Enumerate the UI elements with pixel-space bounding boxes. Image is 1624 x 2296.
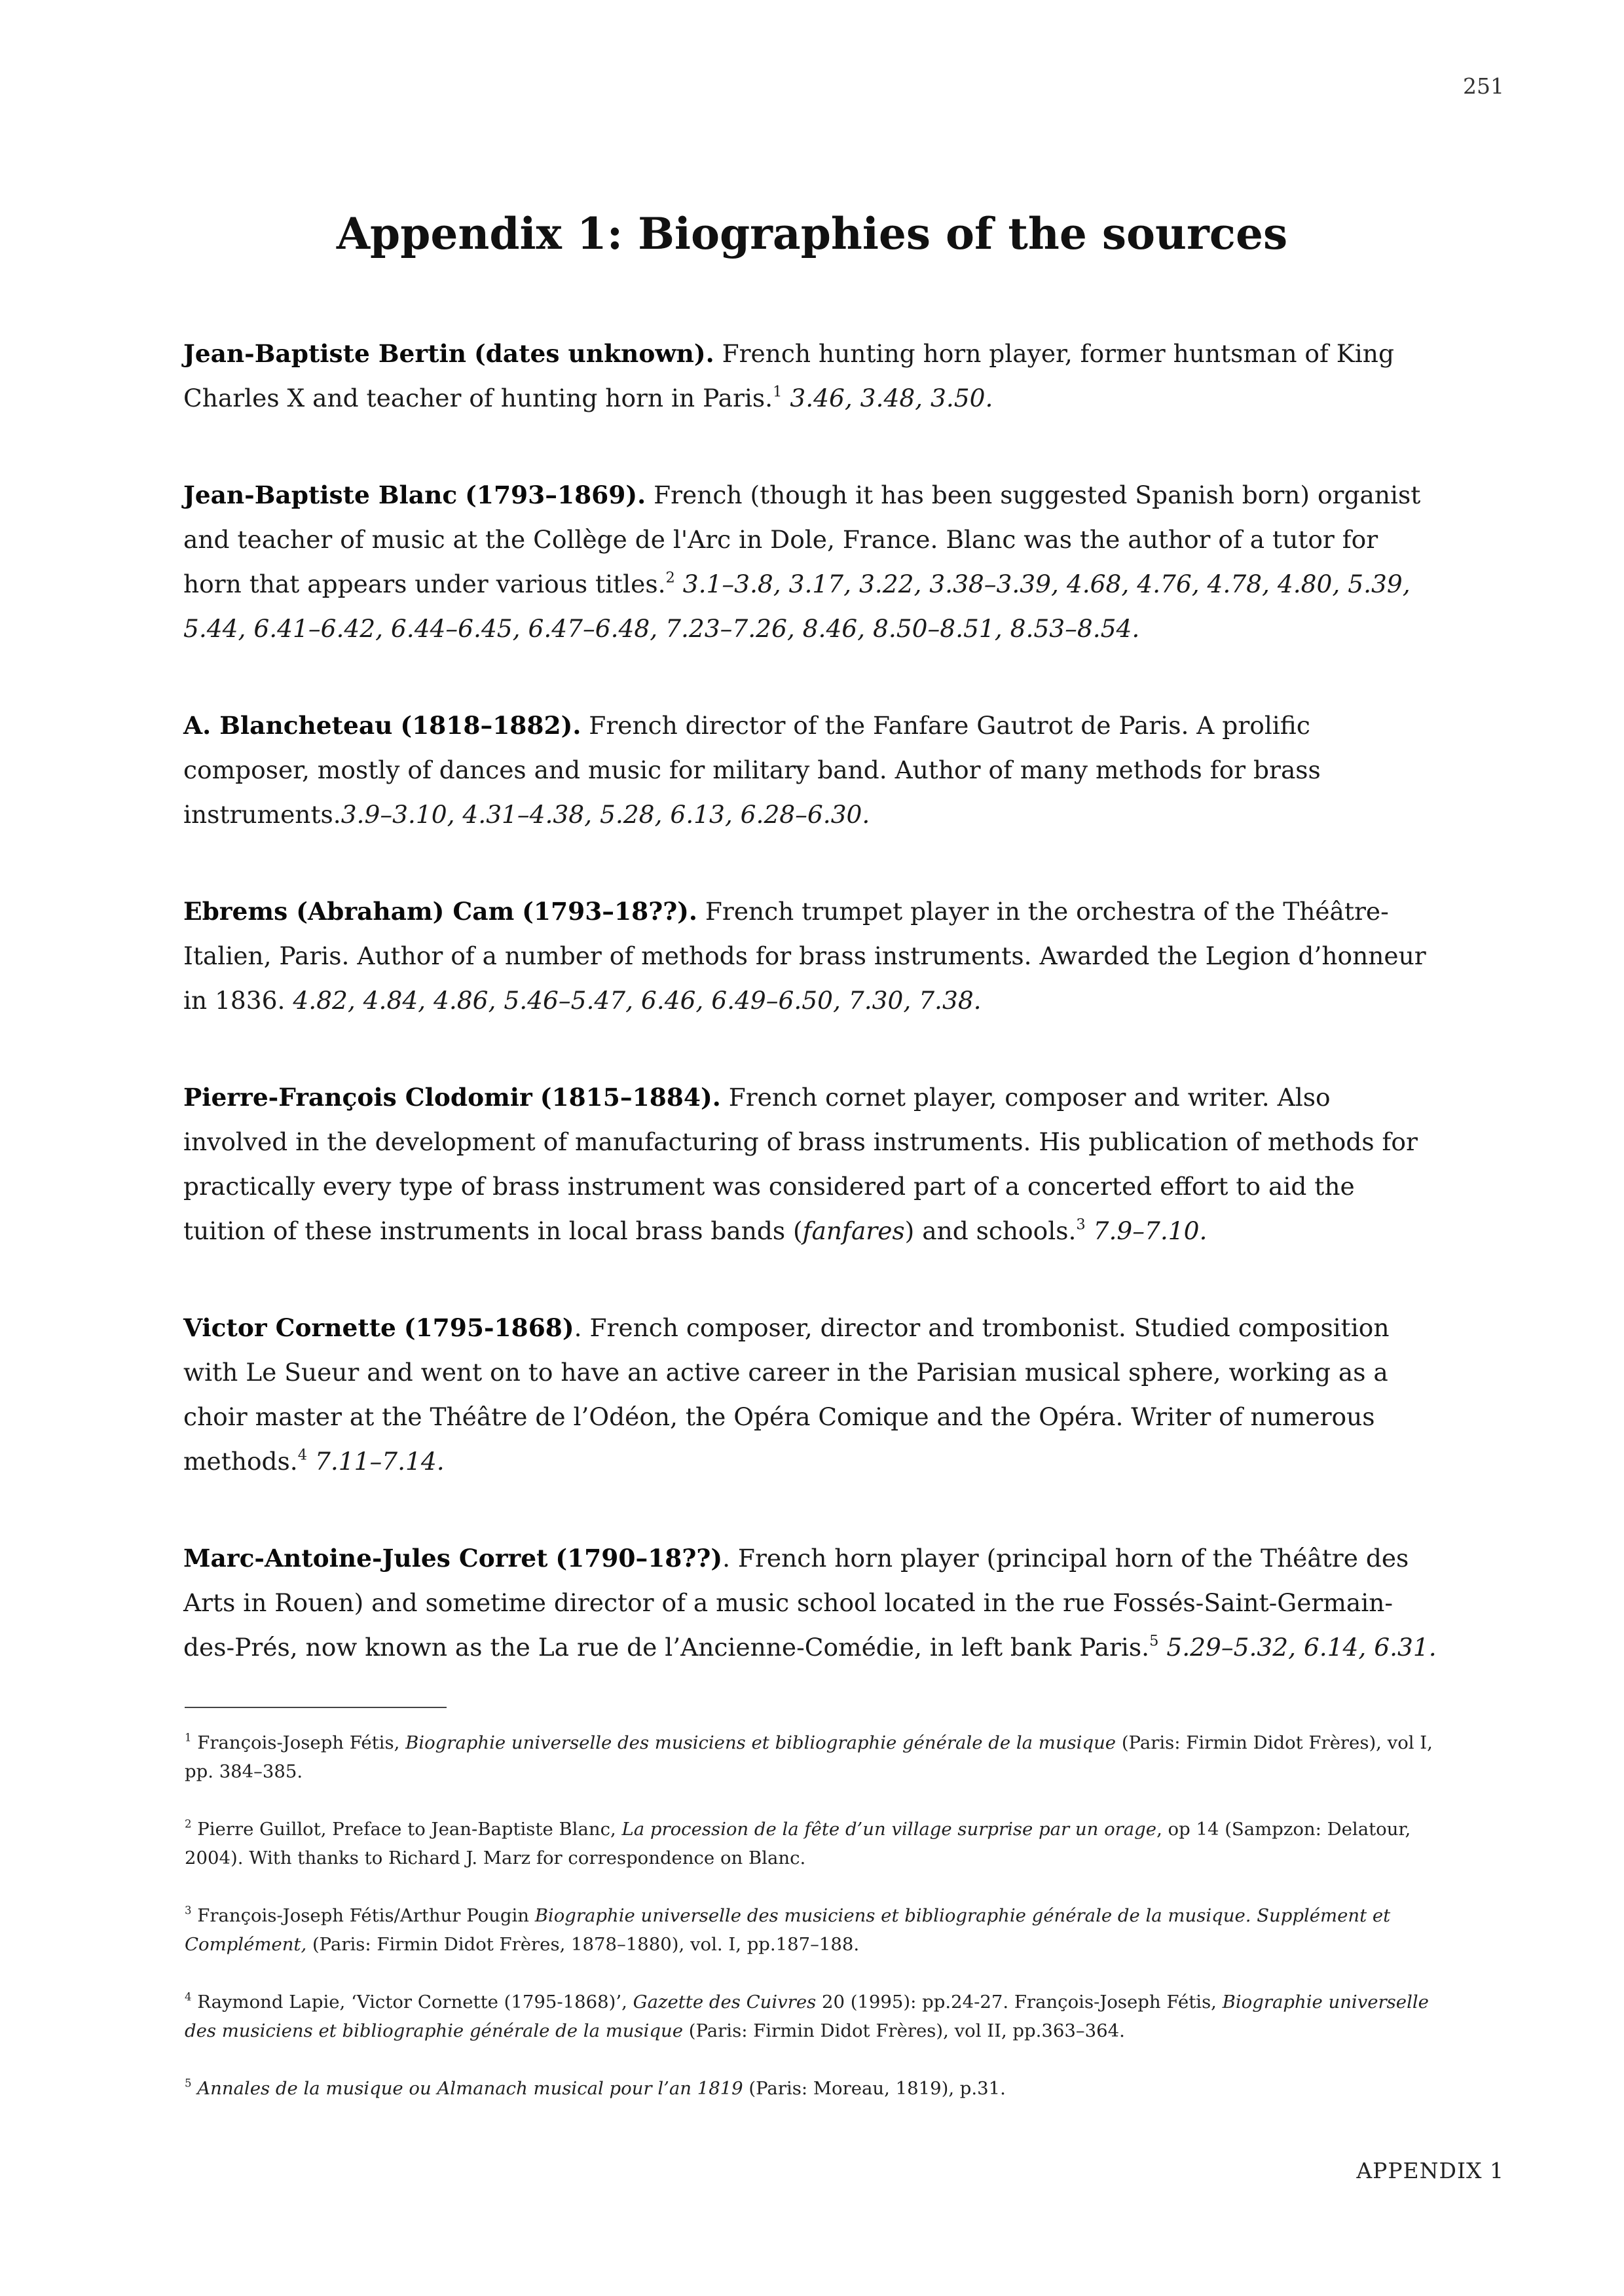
- footnote-text: Pierre Guillot, Preface to Jean-Baptiste Blanc,: [191, 1819, 622, 1840]
- footnote-2: [185, 1815, 1442, 1872]
- footnote-text: (Paris: Moreau, 1819), p.31.: [743, 2078, 1006, 2099]
- bio-dates: (1793–1869).: [465, 481, 646, 509]
- bio-entry-blanc: [183, 473, 1441, 651]
- footnote-title: La procession de la fête d’un village surprise par un orage: [621, 1819, 1157, 1840]
- footnote-title: Annales de la musique ou Almanach musical pour l’an 1819: [197, 2078, 743, 2099]
- bio-entry-clodomir: [183, 1075, 1441, 1253]
- bio-entry-bertin: [183, 331, 1441, 420]
- bio-entry-blancheteau: [183, 703, 1441, 837]
- footnote-ref[interactable]: 2: [665, 569, 675, 587]
- bio-text: French cornet player, composer and writer. Also involved in the development of manufacturing of brass instruments. His publication of methods for practically every type of brass instrument was considered part of a concerted effort to aid the tuition of these instruments in local brass bands (: [183, 1083, 1418, 1245]
- footnote-text: (Paris: Firmin Didot Frères, 1878–1880), vol. I, pp.187–188.: [306, 1934, 860, 1955]
- bio-example-refs: 5.29–5.32, 6.14, 6.31.: [1158, 1633, 1437, 1662]
- footnote-title: Biographie universelle des musiciens et bibliographie générale de la musique: [185, 1992, 1429, 2041]
- footnote-divider: [185, 1707, 447, 1708]
- bio-name: Ebrems (Abraham) Cam: [183, 897, 515, 926]
- footnote-number: 2: [185, 1817, 192, 1831]
- footnote-3: [185, 1901, 1442, 1959]
- page-number: 251: [1463, 73, 1504, 99]
- page-title: Appendix 1: Biographies of the sources: [336, 208, 1288, 259]
- footnote-4: [185, 1988, 1442, 2045]
- bio-dates: (1793–18??).: [522, 897, 697, 926]
- bio-entry-corret: [183, 1536, 1441, 1669]
- biography-list: [183, 331, 1441, 1722]
- bio-dates: (dates unknown).: [473, 339, 714, 368]
- bio-text: French trumpet player in the orchestra of the Théâtre-Italien, Paris. Author of a number of methods for brass instruments. Awarded the Legion d’honneur in 1836.: [183, 897, 1426, 1015]
- bio-text-continued: ) and schools.: [904, 1216, 1077, 1245]
- footnote-ref[interactable]: 1: [773, 383, 783, 401]
- bio-italic-term: fanfares: [802, 1216, 905, 1245]
- footnote-title: Biographie universelle des musiciens et bibliographie générale de la musique. Supplément et Complément,: [185, 1905, 1391, 1955]
- footnote-text: [192, 2078, 198, 2099]
- footnote-text: (Paris: Firmin Didot Frères), vol II, pp.363–364.: [683, 2020, 1125, 2041]
- bio-dates: (1818–1882).: [400, 711, 581, 740]
- footnote-text: , op 14 (Sampzon: Delatour, 2004). With thanks to Richard J. Marz for correspondence on Blanc.: [185, 1819, 1411, 1868]
- bio-example-refs: 3.46, 3.48, 3.50.: [782, 384, 993, 412]
- bio-dates: (1795-1868): [403, 1313, 574, 1342]
- footnote-5: [185, 2074, 1442, 2103]
- bio-text: French director of the Fanfare Gautrot de Paris. A prolific composer, mostly of dances and music for military band. Author of many methods for brass instruments.: [183, 711, 1321, 829]
- footnotes: [185, 1728, 1442, 2132]
- footnote-ref[interactable]: 4: [297, 1446, 308, 1464]
- bio-example-refs: 7.11–7.14.: [307, 1447, 445, 1476]
- bio-example-refs: 7.9–7.10.: [1085, 1216, 1208, 1245]
- footnote-title: Biographie universelle des musiciens et bibliographie générale de la musique: [405, 1732, 1116, 1753]
- bio-dates: (1790–18??): [555, 1544, 723, 1573]
- bio-example-refs: 3.1–3.8, 3.17, 3.22, 3.38–3.39, 4.68, 4.76, 4.78, 4.80, 5.39, 5.44, 6.41–6.42, 6.44–6.45, 6.47–6.48, 7.23–7.26, 8.46, 8.50–8.51, 8.53–8.54.: [183, 570, 1411, 643]
- footnote-text: François-Joseph Fétis,: [191, 1732, 406, 1753]
- bio-text: . French horn player (principal horn of the Théâtre des Arts in Rouen) and sometime director of a music school located in the rue Fossés-Saint-Germain-des-Prés, now known as the La rue de l’Ancienne-Comédie, in left bank Paris.: [183, 1544, 1409, 1662]
- running-head: APPENDIX 1: [1356, 2158, 1504, 2183]
- footnote-number: 3: [185, 1904, 192, 1917]
- footnote-text: Raymond Lapie, ‘Victor Cornette (1795-1868)’,: [191, 1992, 633, 2013]
- bio-example-refs: 3.9–3.10, 4.31–4.38, 5.28, 6.13, 6.28–6.30.: [341, 800, 870, 829]
- footnote-ref[interactable]: 3: [1076, 1216, 1086, 1233]
- footnote-text: François-Joseph Fétis/Arthur Pougin: [191, 1905, 535, 1926]
- bio-name: A. Blancheteau: [183, 711, 393, 740]
- bio-name: Jean-Baptiste Bertin: [183, 339, 467, 368]
- bio-entry-cornette: [183, 1305, 1441, 1484]
- bio-example-refs: 4.82, 4.84, 4.86, 5.46–5.47, 6.46, 6.49–6.50, 7.30, 7.38.: [285, 986, 982, 1015]
- bio-text: French hunting horn player, former huntsman of King Charles X and teacher of hunting horn in Paris.: [183, 339, 1394, 412]
- footnote-text: (Paris: Firmin Didot Frères), vol I, pp. 384–385.: [185, 1732, 1433, 1782]
- bio-dates: (1815–1884).: [540, 1083, 721, 1112]
- bio-name: Victor Cornette: [183, 1313, 396, 1342]
- footnote-number: 1: [185, 1731, 192, 1744]
- footnote-number: 5: [185, 2077, 192, 2090]
- footnote-ref[interactable]: 5: [1149, 1632, 1159, 1650]
- bio-text: French (though it has been suggested Spanish born) organist and teacher of music at the Collège de l'Arc in Dole, France. Blanc was the author of a tutor for horn that appears under various titles.: [183, 481, 1421, 598]
- footnote-1: [185, 1728, 1442, 1786]
- footnote-number: 4: [185, 1990, 192, 2003]
- bio-name: Jean-Baptiste Blanc: [183, 481, 458, 509]
- footnote-title: Gazette des Cuivres: [633, 1992, 817, 2013]
- footnote-text: 20 (1995): pp.24-27. François-Joseph Fétis,: [816, 1992, 1223, 2013]
- bio-text: . French composer, director and trombonist. Studied composition with Le Sueur and went on to have an active career in the Parisian musical sphere, working as a choir master at the Théâtre de l’Odéon, the Opéra Comique and the Opéra. Writer of numerous methods.: [183, 1313, 1390, 1476]
- bio-entry-cam: [183, 889, 1441, 1023]
- bio-name: Pierre-François Clodomir: [183, 1083, 532, 1112]
- bio-name: Marc-Antoine-Jules Corret: [183, 1544, 548, 1573]
